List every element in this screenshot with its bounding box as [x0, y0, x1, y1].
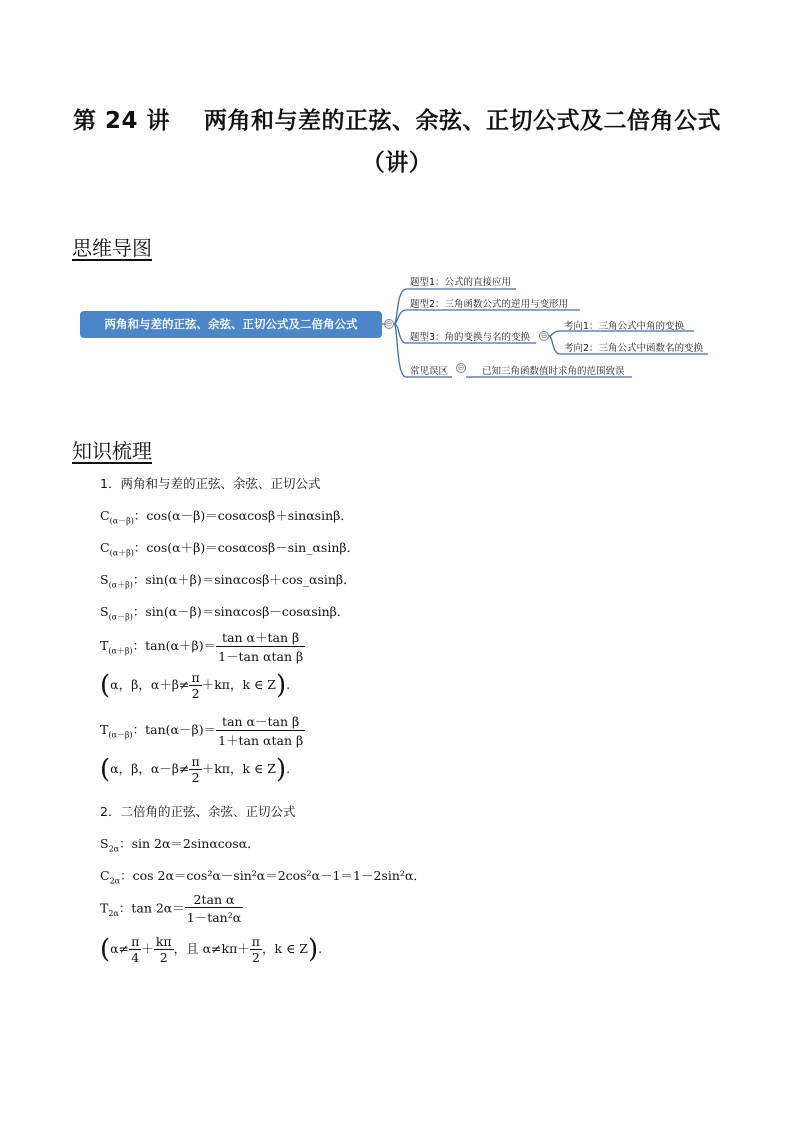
mindmap-misconception: 已知三角函数值时求角的范围致误 — [482, 366, 625, 377]
formula-t2: $T_{2\alpha}$：tan 2α＝ $\frac{\text{2tan α}}{\text{1－tan²α}}$ — [100, 892, 242, 925]
formula-s-plus: $S_{(\alpha+\beta)}$：sin(α＋β)＝sinαcosβ＋cos_αsinβ． — [100, 572, 356, 590]
formula-t-minus: $T_{(\alpha-\beta)}$：tan(α－β)＝ $\frac{\text{tan α－tan β}}{\text{1＋tan αtan β}}$ — [100, 714, 304, 748]
mindmap-sub-branch-1: 考向1：三角公式中角的变换 — [564, 321, 685, 332]
mindmap-branch-1: 题型1：公式的直接应用 — [410, 277, 512, 288]
collapse-icon[interactable]: ⊖ — [540, 331, 548, 340]
lecture-suffix: （讲） — [361, 150, 433, 176]
formula-t-plus: $T_{(\alpha+\beta)}$：tan(α＋β)＝ $\frac{\text{tan α＋tan β}}{\text{1－tan αtan β}}$ — [100, 630, 304, 664]
section-knowledge-heading: 知识梳理 — [72, 439, 152, 463]
fraction: $\frac{\text{tan α＋tan β}}{\text{1－tan αtan β}}$ — [218, 630, 304, 664]
formula-s2: $S_{2\alpha}$：sin 2α＝2sinαcosα． — [100, 836, 260, 854]
section-mindmap-heading: 思维导图 — [72, 236, 152, 260]
formula-s-minus: $S_{(\alpha-\beta)}$：sin(α－β)＝sinαcosβ－cosαsinβ． — [100, 604, 350, 622]
mindmap-branch-2: 题型2：三角函数公式的逆用与变形用 — [410, 299, 569, 310]
condition-t-minus: (α，β，α－β≠ $\frac{\pi}{2}$ ＋kπ，k ∈ Z). — [100, 754, 291, 785]
lecture-number: 第 24 讲 — [72, 108, 171, 134]
fraction: $\frac{\text{tan α－tan β}}{\text{1＋tan αtan β}}$ — [218, 714, 304, 748]
lecture-topic: 两角和与差的正弦、余弦、正切公式及二倍角公式 — [204, 108, 722, 134]
mindmap-root: 两角和与差的正弦、余弦、正切公式及二倍角公式 — [80, 311, 382, 338]
mindmap-branch-4: 常见误区 — [410, 366, 449, 377]
fraction: $\frac{\text{2tan α}}{\text{1－tan²α}}$ — [186, 892, 242, 925]
condition-t-plus: (α，β，α＋β≠ $\frac{\pi}{2}$ ＋kπ，k ∈ Z). — [100, 670, 291, 701]
page-title — [60, 100, 734, 184]
condition-t2: (α≠ $\frac{\pi}{4}$ ＋ $\frac{k\pi}{2}$ ，且 α≠kπ＋ $\frac{\pi}{2}$ ，k ∈ Z). — [100, 934, 323, 965]
formula-c-minus: $C_{(\alpha-\beta)}$：cos(α－β)＝cosαcosβ＋sinαsinβ． — [100, 508, 353, 526]
mindmap-sub-branch-2: 考向2：三角公式中函数名的变换 — [564, 343, 704, 354]
collapse-icon[interactable]: ⊖ — [457, 363, 465, 372]
heading-double-angle: 2．二倍角的正弦、余弦、正切公式 — [100, 804, 296, 819]
heading-sum-difference: 1．两角和与差的正弦、余弦、正切公式 — [100, 476, 321, 491]
mindmap-branch-3: 题型3：角的变换与名的变换 — [410, 332, 531, 343]
formula-c-plus: $C_{(\alpha+\beta)}$：cos(α＋β)＝cosαcosβ－sin_αsinβ． — [100, 540, 360, 558]
collapse-icon[interactable]: ⊖ — [385, 319, 393, 328]
formula-c2: $C_{2\alpha}$：cos 2α＝cos²α－sin²α＝2cos²α－1＝1－2sin²α． — [100, 868, 426, 886]
